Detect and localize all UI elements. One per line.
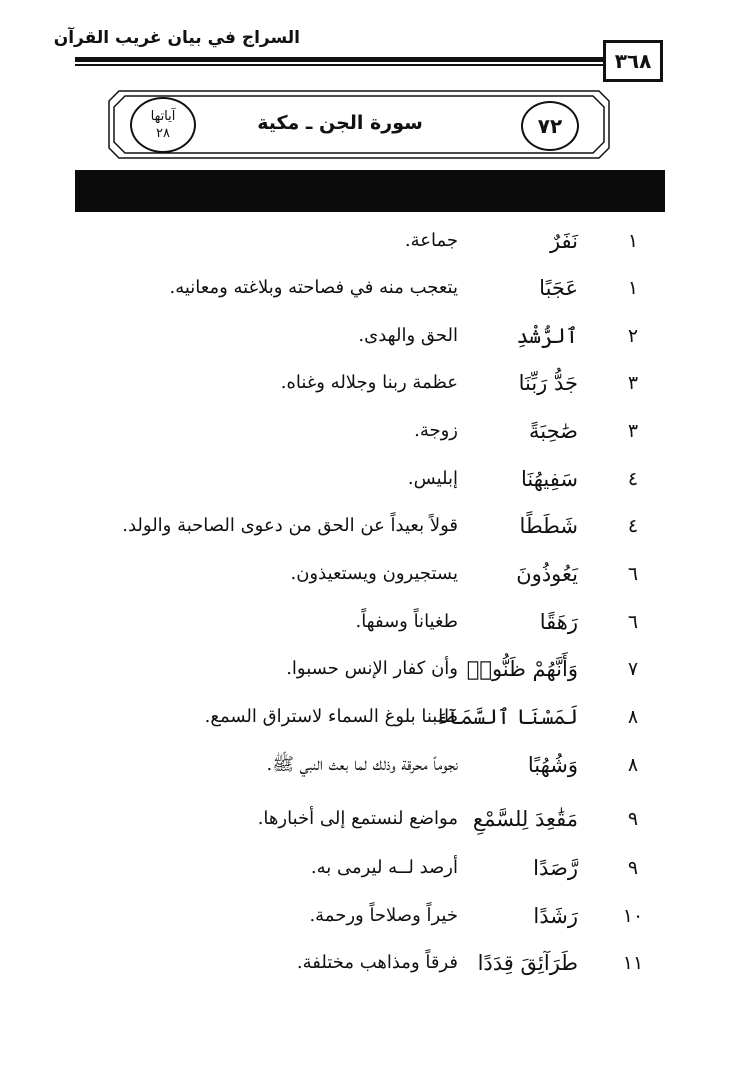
quran-word: رَّصَدًا <box>533 856 578 880</box>
ayah-number: ٨ <box>627 706 639 728</box>
word-meaning: يتعجب منه في فصاحته وبلاغته ومعانيه. <box>169 277 458 298</box>
surah-title: سورة الجن ـ مكية <box>257 112 423 134</box>
ayah-number: ١ <box>627 230 639 252</box>
ayah-number: ٧ <box>627 658 639 680</box>
list-item <box>70 273 670 313</box>
quran-word: رَهَقًا <box>539 610 578 634</box>
list-item <box>70 901 670 941</box>
ayah-number: ١٠ <box>622 905 644 927</box>
quran-word: نَفَرٌ <box>549 229 578 253</box>
word-meaning: يستجيرون ويستعيذون. <box>290 563 458 584</box>
quran-word: مَقَٰعِدَ لِلسَّمْعِ <box>472 807 578 831</box>
ayah-number: ٢ <box>627 325 639 347</box>
list-item <box>70 226 670 266</box>
list-item <box>70 511 670 551</box>
ayah-number: ٣ <box>627 420 639 442</box>
list-item <box>70 750 670 790</box>
list-item <box>70 464 670 504</box>
quran-word: لَمَسْنَا ٱلسَّمَآءَ <box>435 705 578 729</box>
word-meaning: أرصد لــه ليرمى به. <box>310 857 458 878</box>
list-item <box>70 702 670 742</box>
quran-word: وَشُهُبًا <box>527 753 578 777</box>
page-number: ٣٦٨ <box>603 40 663 82</box>
quran-word: جَدُّ رَبِّنَا <box>518 371 578 395</box>
word-meaning: الحق والهدى. <box>358 325 458 346</box>
list-item <box>70 416 670 456</box>
word-meaning: وأن كفار الإنس حسبوا. <box>286 658 458 679</box>
ayat-label: آياتها <box>150 109 176 124</box>
word-meaning: عظمة ربنا وجلاله وغناه. <box>280 372 458 393</box>
word-meaning: زوجة. <box>414 420 458 441</box>
ayah-number: ٤ <box>627 515 639 537</box>
header-rule-thin <box>75 64 605 66</box>
ayah-number: ٩ <box>627 808 639 830</box>
book-title: السراج في بيان غريب القرآن <box>53 28 300 48</box>
ayat-count-badge <box>130 97 196 153</box>
list-item <box>70 607 670 647</box>
ayah-number: ٤ <box>627 468 639 490</box>
word-meaning: قولاً بعيداً عن الحق من دعوى الصاحبة والولد. <box>122 515 458 536</box>
list-item <box>70 368 670 408</box>
word-meaning: مواضع لنستمع إلى أخبارها. <box>257 808 458 829</box>
ayah-number: ٩ <box>627 857 639 879</box>
surah-number-badge: ٧٢ <box>521 101 579 151</box>
quran-word: سَفِيهُنَا <box>521 467 578 491</box>
word-meaning: طغياناً وسفهاً. <box>355 611 458 632</box>
ayah-number: ١ <box>627 277 639 299</box>
quran-word: عَجَبًا <box>539 276 578 300</box>
header-rule-thick <box>75 57 605 62</box>
ayah-number: ٨ <box>627 754 639 776</box>
list-item <box>70 853 670 893</box>
list-item <box>70 559 670 599</box>
quran-word: صَٰحِبَةً <box>529 419 578 443</box>
ayah-number: ٣ <box>627 372 639 394</box>
list-item <box>70 321 670 361</box>
ayah-number: ٦ <box>627 563 639 585</box>
ayah-number: ١١ <box>622 952 644 974</box>
word-meaning: فرقاً ومذاهب مختلفة. <box>296 952 458 973</box>
quran-word: طَرَآئِقَ قِدَدًا <box>477 951 578 975</box>
list-item <box>70 948 670 988</box>
quran-word: يَعُوذُونَ <box>516 562 578 586</box>
ayah-number: ٦ <box>627 611 639 633</box>
quran-word: ٱلرُّشْدِ <box>516 324 578 348</box>
quran-word: وَأَنَّهُمْ ظَنُّوا۟ <box>466 657 578 681</box>
list-item <box>70 654 670 694</box>
black-banner <box>75 170 665 212</box>
word-meaning: خيراً وصلاحاً ورحمة. <box>309 905 458 926</box>
word-meaning: طلبنا بلوغ السماء لاستراق السمع. <box>204 706 458 727</box>
ayat-count: ٢٨ <box>156 126 170 141</box>
quran-word: رَشَدًا <box>533 904 578 928</box>
list-item <box>70 804 670 844</box>
word-meaning: إبليس. <box>407 468 458 489</box>
word-meaning: جماعة. <box>404 230 458 251</box>
word-meaning: نجوماً محرقة وذلك لما بعث النبي ﷺ. <box>266 754 458 775</box>
quran-word: شَطَطًا <box>519 514 578 538</box>
